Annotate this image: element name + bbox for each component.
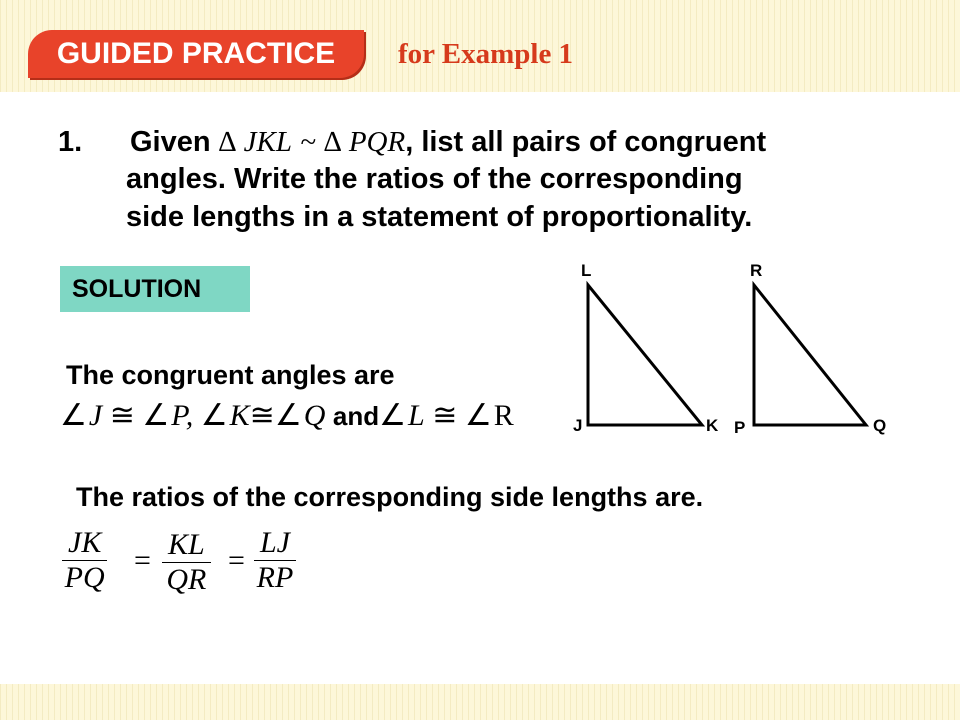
triangle-jkl: ∆ JKL <box>218 126 292 158</box>
vertex-q: Q <box>873 416 887 435</box>
angle-p: P, <box>171 399 194 432</box>
fraction-numerator: LJ <box>254 526 296 561</box>
fraction-numerator: JK <box>62 526 107 561</box>
congruent-icon: ≅ <box>432 399 458 432</box>
solution-label: SOLUTION <box>60 266 250 312</box>
vertex-k: K <box>706 416 719 435</box>
vertex-l: L <box>581 261 592 280</box>
angle-icon: ∠ <box>142 399 170 432</box>
angle-r: R <box>493 399 514 432</box>
ratios-heading: The ratios of the corresponding side lengths are. <box>76 482 704 512</box>
congruent-heading: The congruent angles are <box>66 360 395 390</box>
and-word: and <box>332 401 380 431</box>
angle-q: Q <box>303 399 326 432</box>
equals-sign: = <box>228 544 245 577</box>
question-line-3: side lengths in a statement of proportionality. <box>126 201 753 233</box>
angle-icon: ∠ <box>200 399 228 432</box>
fraction-denominator: PQ <box>64 561 105 594</box>
angle-k: K <box>229 399 250 432</box>
angle-j: J <box>88 399 103 432</box>
guided-practice-tab: GUIDED PRACTICE <box>28 30 364 78</box>
equals-sign: = <box>134 544 151 577</box>
angle-icon: ∠ <box>379 399 407 432</box>
question-number: 1. <box>58 126 83 158</box>
vertex-r: R <box>750 261 763 280</box>
congruent-icon: ≅ <box>249 399 275 432</box>
example-reference: for Example 1 <box>398 38 574 70</box>
angle-icon: ∠ <box>60 399 87 432</box>
fraction-denominator: QR <box>166 563 207 596</box>
congruent-icon: ≅ <box>109 399 135 432</box>
fraction-denominator: RP <box>256 561 294 594</box>
question-line-2: angles. Write the ratios of the corresponding <box>126 163 743 195</box>
angle-l: L <box>408 399 425 432</box>
vertex-p: P <box>734 418 746 437</box>
vertex-j: J <box>573 416 583 435</box>
triangle-jkl-shape <box>588 285 702 425</box>
question-prefix: Given <box>130 126 211 158</box>
similar-symbol: ~ <box>300 126 316 158</box>
angle-icon: ∠ <box>274 399 302 432</box>
triangle-pqr-shape <box>754 285 866 425</box>
fraction-numerator: KL <box>162 528 211 563</box>
angle-icon: ∠ <box>464 399 492 432</box>
triangle-pqr: ∆ PQR <box>323 126 406 158</box>
question-suffix: , list all pairs of congruent <box>405 126 767 158</box>
